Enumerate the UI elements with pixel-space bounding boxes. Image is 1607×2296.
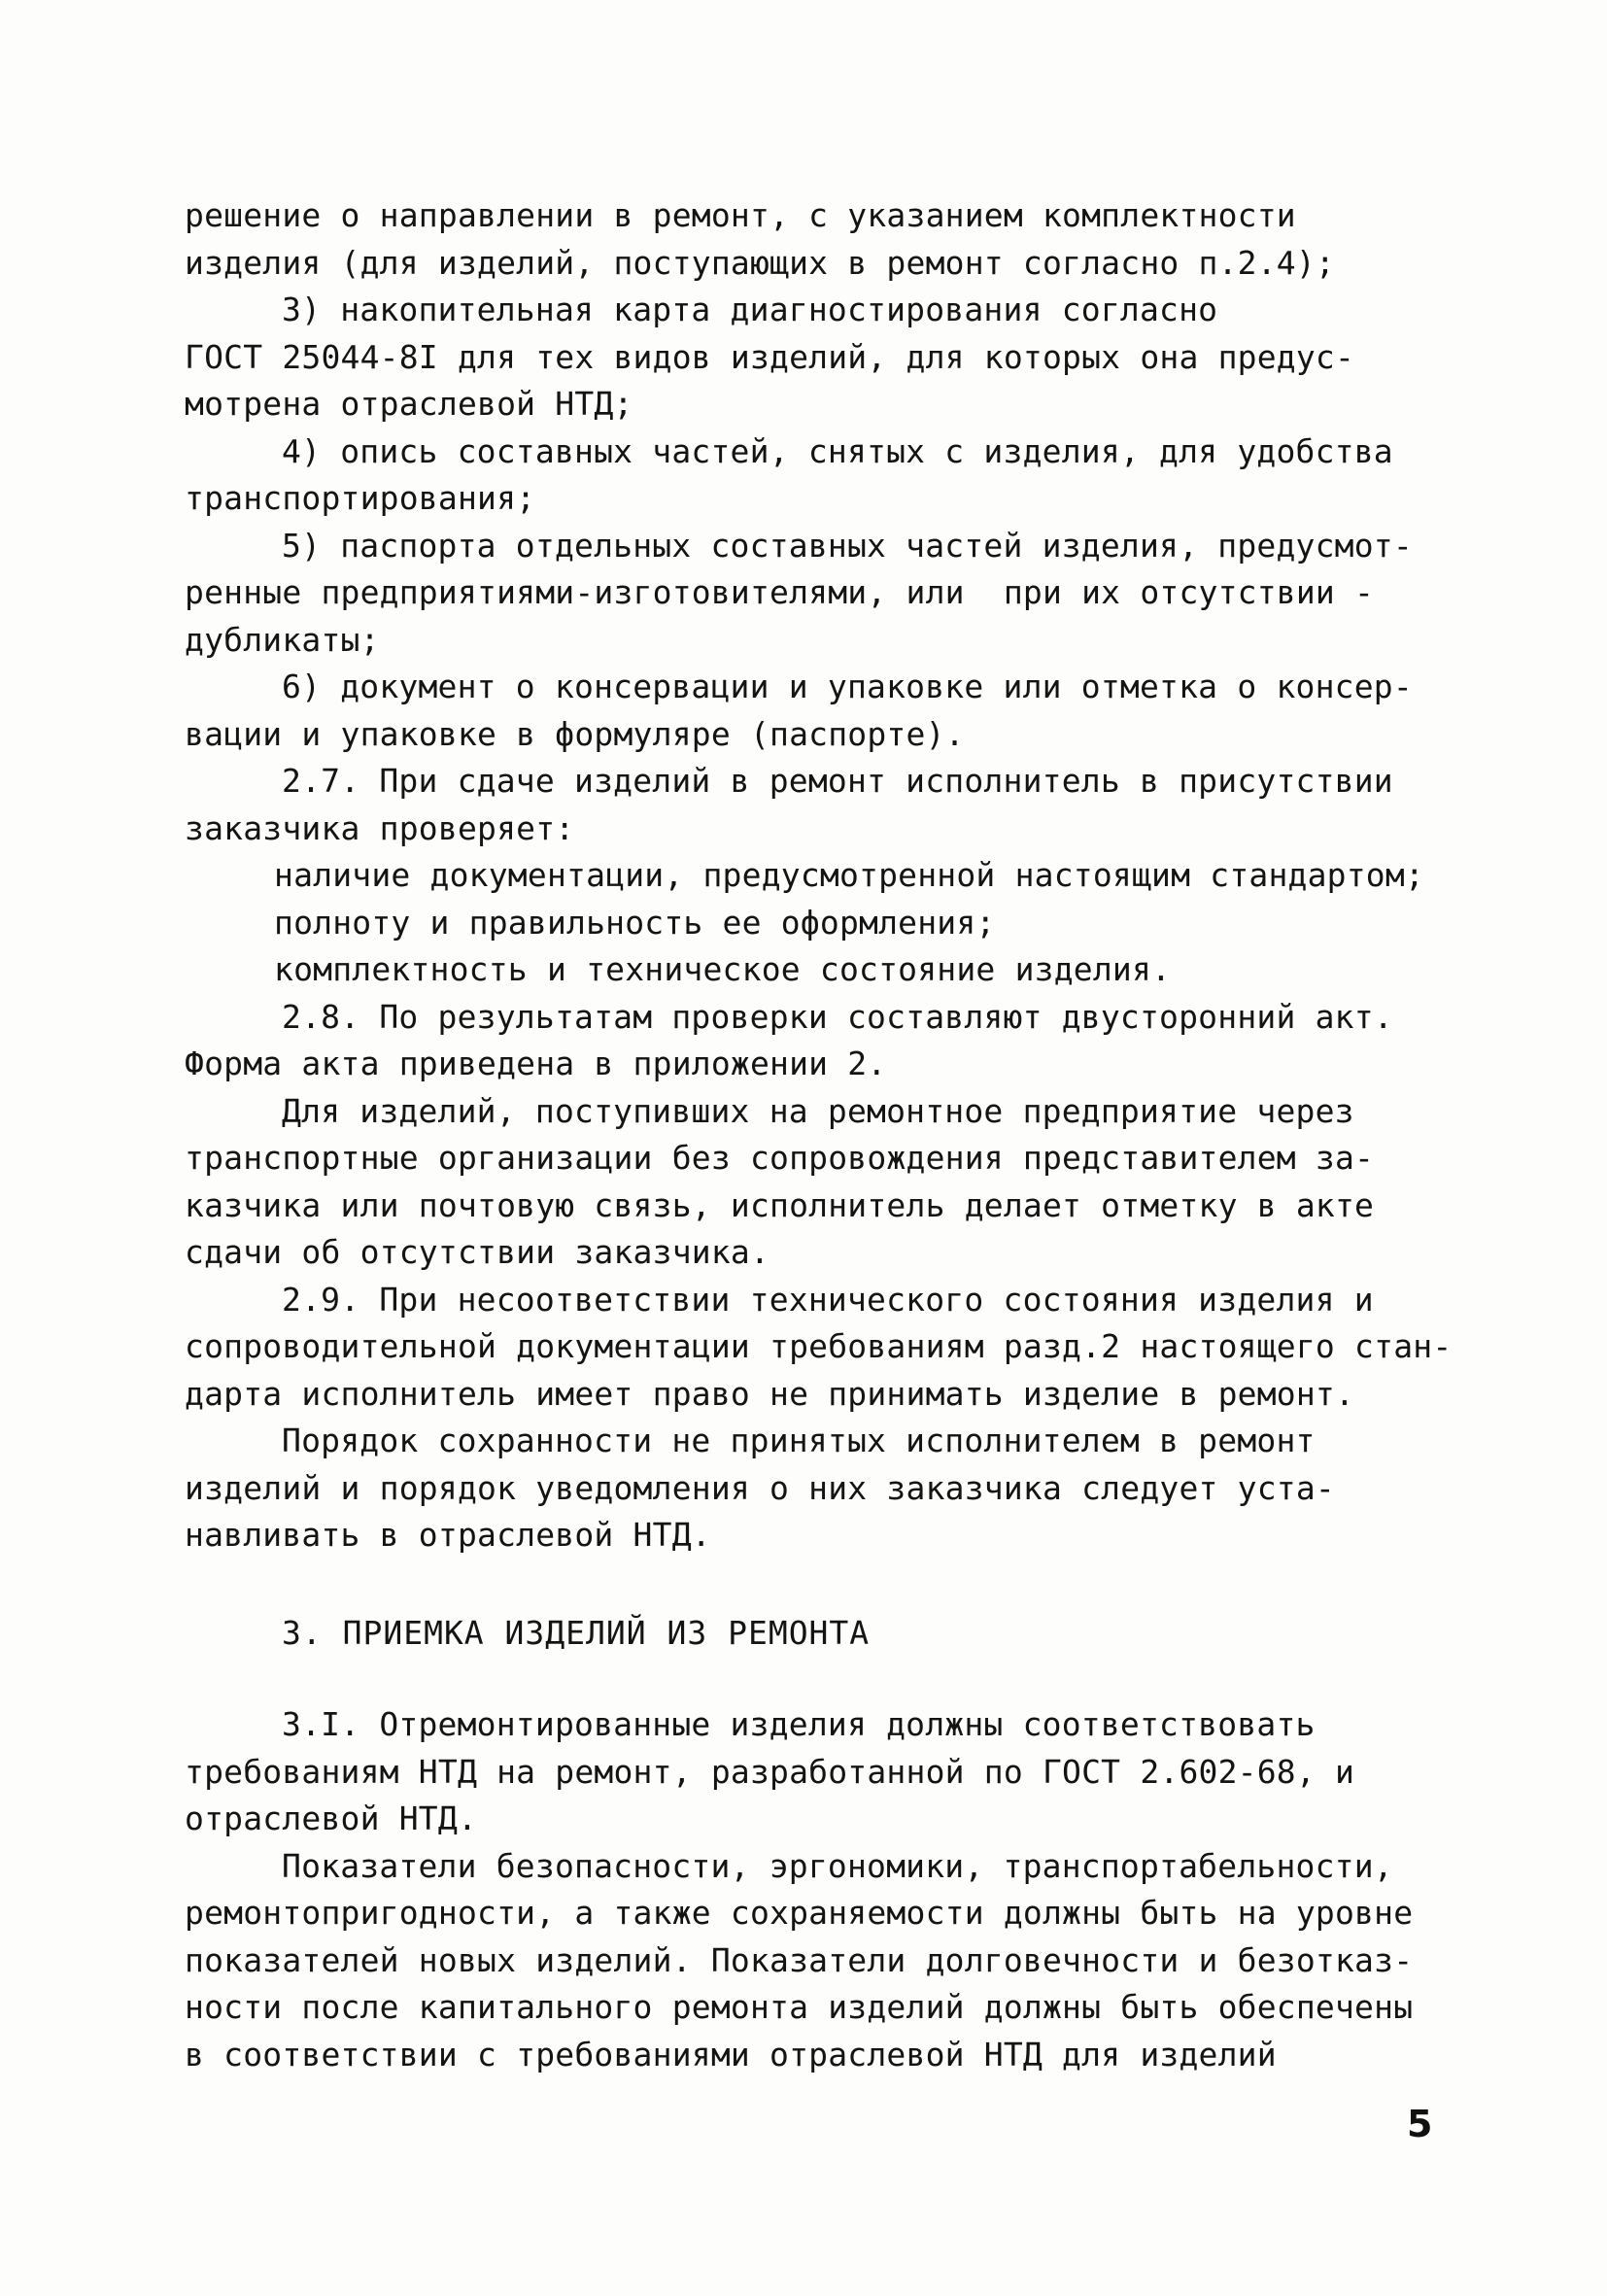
- text-line: навливать в отраслевой НТД.: [185, 1516, 711, 1554]
- text-line: транспортирования;: [185, 479, 536, 517]
- text-line: в соответствии с требованиями отраслевой НТД для изделий: [185, 2035, 1277, 2073]
- text-line: сопроводительной документации требованиям разд.2 настоящего стан-: [185, 1327, 1453, 1365]
- text-line: казчика или почтовую связь, исполнитель делает отметку в акте: [185, 1185, 1375, 1224]
- page-number: 5: [1407, 2103, 1433, 2145]
- text-line: показателей новых изделий. Показатели долговечности и безотказ-: [185, 1940, 1414, 1979]
- text-line: вации и упаковке в формуляре (паспорте).: [185, 714, 965, 753]
- section-heading: 3. ПРИЕМКА ИЗДЕЛИЙ ИЗ РЕМОНТА: [282, 1613, 871, 1652]
- text-line: требованиям НТД на ремонт, разработанной по ГОСТ 2.602-68, и: [185, 1752, 1355, 1791]
- text-line: транспортные организации без сопровождения представителем за-: [185, 1139, 1375, 1177]
- list-item: 6) документ о консервации и упаковке или отметка о консер-: [282, 668, 1413, 705]
- spacer: [185, 1559, 1477, 1610]
- spacer: [185, 1657, 1477, 1701]
- text-line: изделия (для изделий, поступающих в ремонт согласно п.2.4);: [185, 243, 1335, 282]
- text-line: изделий и порядок уведомления о них заказчика следует уста-: [185, 1468, 1335, 1507]
- document-body: [185, 192, 1477, 2078]
- clause-2-8: 2.8. По результатам проверки составляют двусторонний акт.: [282, 997, 1393, 1036]
- paragraph-start: Для изделий, поступивших на ремонтное предприятие через: [282, 1091, 1354, 1130]
- text-line: ГОСТ 25044-8I для тех видов изделий, для которых она предус-: [185, 337, 1355, 376]
- text-line: сдачи об отсутствии заказчика.: [185, 1233, 770, 1271]
- text-line: заказчика проверяет:: [185, 808, 575, 847]
- text-line: ремонтопригодности, а также сохраняемости должны быть на уровне: [185, 1894, 1414, 1932]
- check-item: наличие документации, предусмотренной настоящим стандартом;: [274, 856, 1424, 894]
- text-line: ренные предприятиями-изготовителями, или при их отсутствии -: [185, 573, 1375, 611]
- check-item: полноту и правильность ее оформления;: [274, 903, 996, 942]
- text-line: дубликаты;: [185, 620, 380, 659]
- clause-2-7: 2.7. При сдаче изделий в ремонт исполнитель в присутствии: [282, 762, 1393, 800]
- text-line: Форма акта приведена в приложении 2.: [185, 1045, 887, 1082]
- paragraph-start: Порядок сохранности не принятых исполнителем в ремонт: [282, 1422, 1316, 1459]
- check-item: комплектность и техническое состояние изделия.: [274, 950, 1172, 988]
- clause-3-1: 3.I. Отремонтированные изделия должны соответствовать: [282, 1705, 1316, 1743]
- clause-2-9: 2.9. При несоответствии технического состояния изделия и: [282, 1280, 1374, 1319]
- list-item: 3) накопительная карта диагностирования согласно: [282, 291, 1218, 328]
- list-item: 5) паспорта отдельных составных частей изделия, предусмот-: [282, 526, 1413, 565]
- list-item: 4) опись составных частей, снятых с изделия, для удобства: [282, 431, 1393, 470]
- text-line: ности после капитального ремонта изделий должны быть обеспечены: [185, 1988, 1414, 2026]
- text-line: мотрена отраслевой НТД;: [185, 385, 633, 423]
- text-line: дарта исполнитель имеет право не принимать изделие в ремонт.: [185, 1374, 1355, 1413]
- text-line: решение о направлении в ремонт, с указанием комплектности: [185, 196, 1296, 234]
- text-line: отраслевой НТД.: [185, 1799, 478, 1837]
- paragraph-start: Показатели безопасности, эргономики, транспортабельности,: [282, 1846, 1393, 1885]
